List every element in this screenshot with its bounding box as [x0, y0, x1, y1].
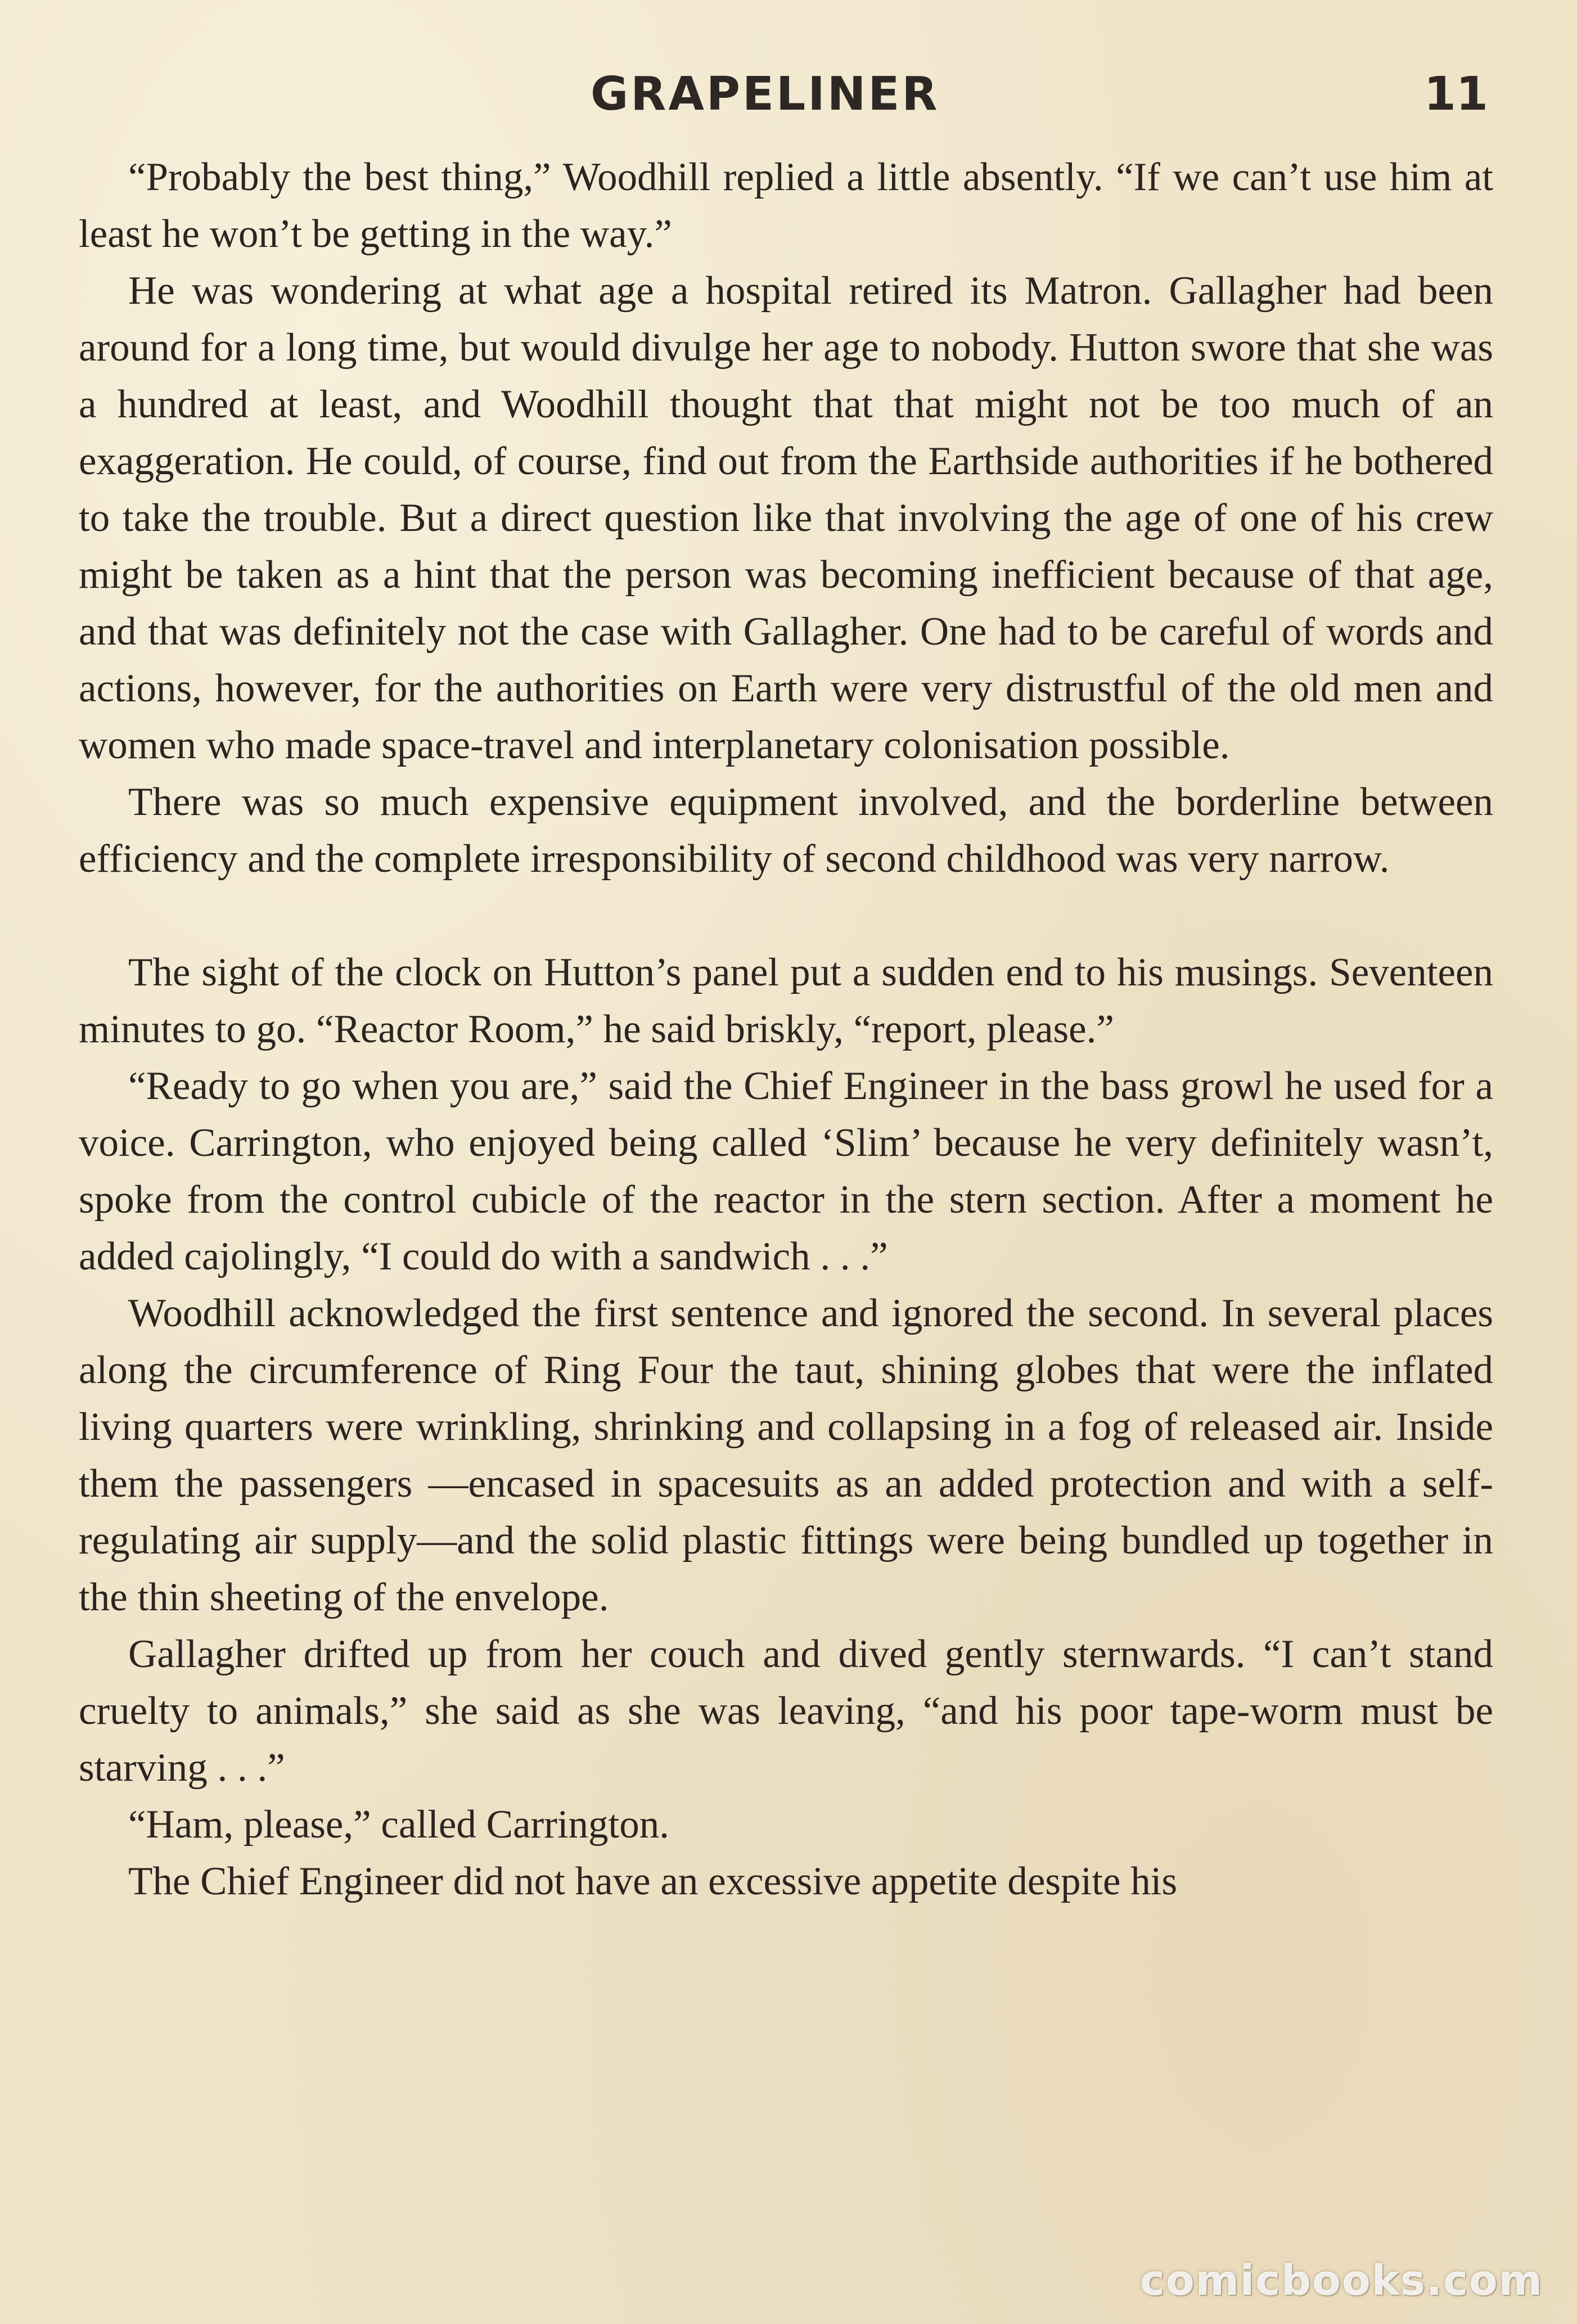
- paragraph-7: Gallagher drifted up from her couch and dived gently sternwards. “I can’t stand cruelty to animals,” she said as she was leaving, “and his poor tape-worm must be starving . . .”: [79, 1632, 1493, 1790]
- paragraph-6: Woodhill acknowledged the first sentence and ignored the second. In several places along the circumference of Ring Four the taut, shining globes that were the inflated living quarters were wrinkling, shrinking and collapsing in a fog of released air. Inside them the passengers —encased in spacesuits as an added protection and with a self-regulating air supply—and the solid plastic fittings were being bundled up together in the thin sheeting of the envelope.: [79, 1291, 1493, 1619]
- page-number: 11: [1423, 67, 1488, 121]
- paragraph-5: “Ready to go when you are,” said the Chief Engineer in the bass growl he used for a voice. Carrington, who enjoyed being called ‘Slim’ because he very definitely wasn’t, spoke from the control cubicle of the reactor in the stern section. After a moment he added cajolingly, “I could do with a sandwich . . .”: [79, 1064, 1493, 1278]
- watermark: comicbooks.com: [1140, 2257, 1543, 2305]
- paragraph-1: “Probably the best thing,” Woodhill replied a little absently. “If we can’t use him at least he won’t be getting in the way.”: [79, 155, 1493, 256]
- paragraph-9: The Chief Engineer did not have an excessive appetite despite his: [128, 1859, 1178, 1903]
- paragraph-8: “Ham, please,” called Carrington.: [128, 1803, 670, 1846]
- body-text: [79, 149, 1493, 1910]
- paragraph-3: There was so much expensive equipment involved, and the borderline between efficiency and the complete irresponsibility of second childhood was very narrow.: [79, 780, 1493, 881]
- paragraph-2: He was wondering at what age a hospital retired its Matron. Gallagher had been around for a long time, but would divulge her age to nobody. Hutton swore that she was a hundred at least, and Woodhill thought that that might not be too much of an exaggeration. He could, of course, find out from the Earthside authorities if he bothered to take the trouble. But a direct question like that involving the age of one of his crew might be taken as a hint that the person was becoming inefficient because of that age, and that was definitely not the case with Gallagher. One had to be careful of words and actions, however, for the authorities on Earth were very distrustful of the old men and women who made space-travel and interplanetary colonisation possible.: [79, 269, 1493, 767]
- running-title: GRAPELINER: [591, 67, 940, 121]
- paragraph-4: The sight of the clock on Hutton’s panel put a sudden end to his musings. Seventeen minutes to go. “Reactor Room,” he said briskly, “report, please.”: [79, 951, 1493, 1051]
